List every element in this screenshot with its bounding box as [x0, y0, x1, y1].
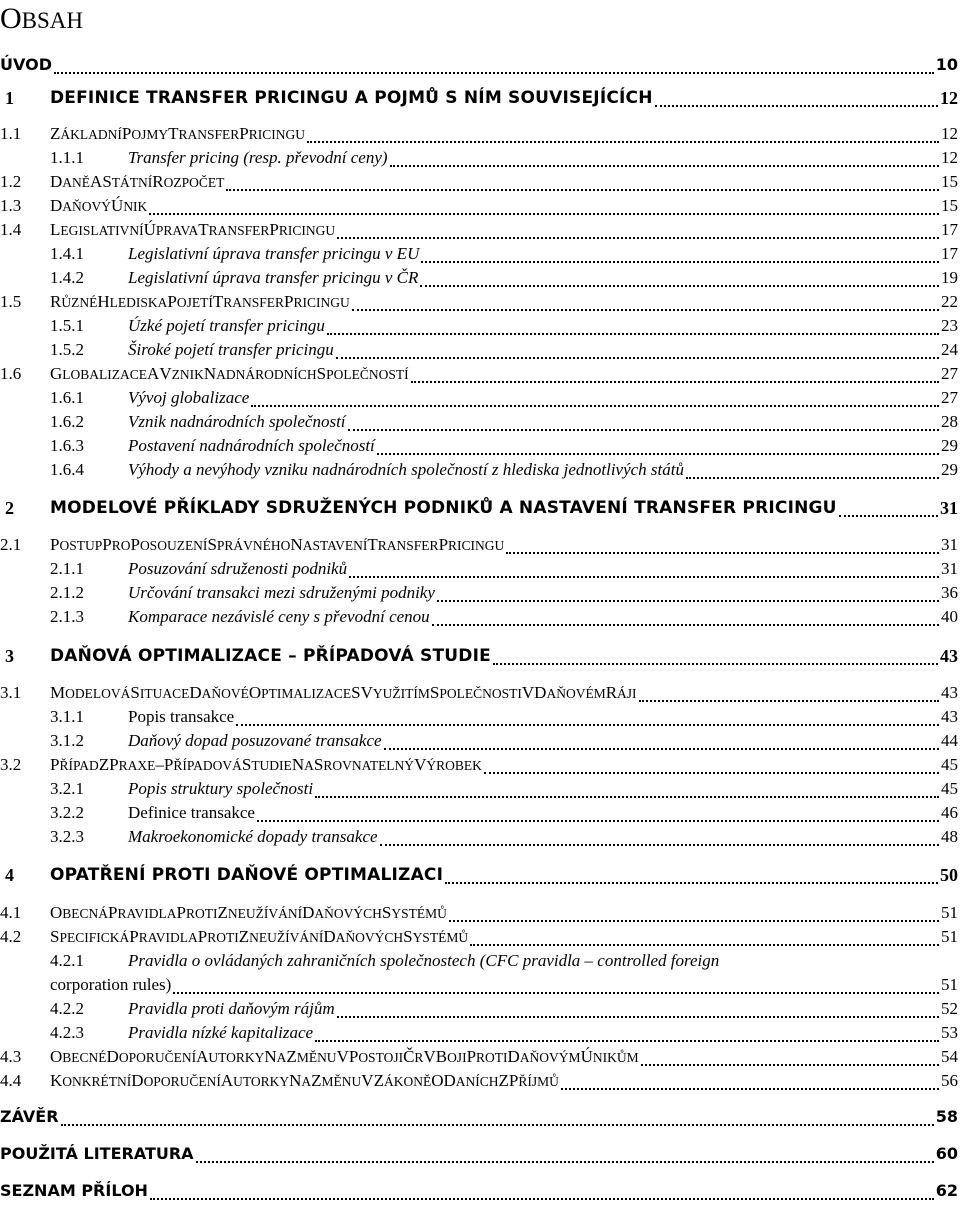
toc-entry-number: 3.1.2 — [50, 731, 84, 750]
toc-entry-number: 1.5.1 — [50, 316, 84, 335]
toc-entry-number: 1.4.2 — [50, 268, 84, 287]
toc-dot-leader — [251, 405, 939, 407]
toc-entry-page: 56 — [941, 1071, 958, 1090]
toc-entry-page: 31 — [941, 535, 958, 554]
toc-entry-number: 3.1 — [0, 683, 22, 702]
toc-entry[interactable] — [0, 646, 960, 670]
toc-entry[interactable] — [0, 1023, 960, 1047]
toc-entry-number: 1.3 — [0, 196, 22, 215]
toc-entry-number: 2.1.1 — [50, 559, 84, 578]
toc-entry-page: 17 — [941, 220, 958, 239]
toc-entry-page: 40 — [941, 607, 958, 626]
toc-entry[interactable] — [0, 388, 960, 412]
toc-dot-leader — [349, 576, 939, 578]
toc-entry-label: ÚVOD — [0, 55, 52, 74]
toc-entry-page: 43 — [941, 707, 958, 726]
toc-entry-label: Popis struktury společnosti — [128, 779, 314, 798]
toc-entry-number: 1.6.3 — [50, 436, 84, 455]
toc-entry[interactable] — [0, 683, 960, 707]
toc-entry-label: Výhody a nevýhody vzniku nadnárodních společností z hlediska jednotlivých států — [128, 460, 684, 479]
toc-entry-number: 2.1.3 — [50, 607, 84, 626]
toc-entry[interactable] — [0, 927, 960, 951]
toc-entry-page: 50 — [940, 865, 958, 885]
toc-dot-leader — [149, 213, 939, 215]
toc-entry-page: 52 — [941, 999, 958, 1018]
toc-dot-leader — [150, 1198, 934, 1200]
toc-entry[interactable] — [0, 1047, 960, 1071]
toc-entry-label: Vývoj globalizace — [128, 388, 250, 407]
toc-entry[interactable] — [0, 1107, 960, 1131]
toc-entry-page: 43 — [940, 646, 958, 666]
toc-entry-label: M ODELOVÁ S ITUACE D AŇOVÉ O PTIMALIZACE S V YUŽITÍM S POLEČNOSTI V D AŇOVÉM R ÁJI — [50, 683, 637, 702]
toc-entry-number: 1.1 — [0, 124, 22, 143]
toc-entry-page: 19 — [941, 268, 958, 287]
toc-entry-label: Legislativní úprava transfer pricingu v ČR — [128, 268, 419, 287]
toc-entry[interactable] — [0, 55, 960, 79]
toc-entry-label: Daňový dopad posuzované transakce — [128, 731, 382, 750]
toc-entry[interactable] — [0, 1181, 960, 1205]
toc-dot-leader — [327, 333, 939, 335]
toc-entry-page: 22 — [941, 292, 958, 311]
toc-entry[interactable] — [0, 364, 960, 388]
toc-entry[interactable] — [0, 559, 960, 583]
toc-entry-label: DAŇOVÁ OPTIMALIZACE – PŘÍPADOVÁ STUDIE — [50, 646, 491, 666]
toc-entry-label: Popis transakce — [128, 707, 235, 726]
toc-entry-page: 48 — [941, 827, 958, 846]
toc-dot-leader — [449, 920, 939, 922]
toc-entry-label: O BECNÉ D OPORUČENÍ A UTORKY N A Z MĚNU V P OSTOJI Č R V B OJI P ROTI D AŇOVÝM Ú NIKŮM — [50, 1047, 639, 1066]
toc-entry-number: 3.1.1 — [50, 707, 84, 726]
toc-entry-label: D ANĚ A S TÁTNÍ R OZPOČET — [50, 172, 225, 191]
toc-entry-number: 3 — [5, 646, 14, 666]
toc-entry-label: S PECIFICKÁ P RAVIDLA P ROTI Z NEUŽÍVÁNÍ D AŇOVÝCH S YSTÉMŮ — [50, 927, 469, 946]
toc-entry[interactable] — [0, 731, 960, 755]
toc-entry-number: 4.2.1 — [50, 951, 84, 970]
toc-entry-page: 60 — [935, 1144, 958, 1163]
toc-dot-leader — [173, 992, 939, 994]
toc-dot-leader — [437, 600, 939, 602]
toc-entry[interactable] — [0, 1071, 960, 1095]
toc-entry-label: Pravidla nízké kapitalizace — [128, 1023, 314, 1042]
toc-dot-leader — [61, 1124, 934, 1126]
toc-entry-page: 58 — [935, 1107, 958, 1126]
toc-dot-leader — [421, 261, 939, 263]
toc-dot-leader — [493, 663, 938, 665]
toc-entry-label: OPATŘENÍ PROTI DAŇOVÉ OPTIMALIZACI — [50, 865, 444, 885]
toc-entry[interactable] — [0, 172, 960, 196]
toc-entry[interactable] — [0, 999, 960, 1023]
toc-dot-leader — [390, 165, 939, 167]
toc-dot-leader — [384, 748, 939, 750]
toc-entry-label-continued: corporation rules) — [50, 975, 172, 994]
toc-entry-label: DEFINICE TRANSFER PRICINGU A POJMŮ S NÍM SOUVISEJÍCÍCH — [50, 88, 653, 108]
toc-dot-leader — [336, 357, 939, 359]
toc-entry[interactable] — [0, 292, 960, 316]
toc-entry[interactable] — [0, 436, 960, 460]
toc-dot-leader — [420, 285, 939, 287]
toc-dot-leader — [506, 552, 939, 554]
toc-entry[interactable] — [0, 779, 960, 803]
toc-entry-label: R ŮZNÉ H LEDISKA P OJETÍ T RANSFER P RICINGU — [50, 292, 350, 311]
toc-entry-page: 17 — [941, 244, 958, 263]
toc-entry[interactable] — [0, 460, 960, 484]
toc-entry-number: 3.2.1 — [50, 779, 84, 798]
toc-entry-page: 24 — [941, 340, 958, 359]
toc-dot-leader — [337, 237, 939, 239]
toc-entry-label: Posuzování sdruženosti podniků — [128, 559, 348, 578]
toc-entry[interactable] — [0, 220, 960, 244]
toc-dot-leader — [315, 796, 939, 798]
toc-entry-label: Transfer pricing (resp. převodní ceny) — [128, 148, 388, 167]
toc-entry-page: 12 — [941, 124, 958, 143]
toc-entry-number: 1.4.1 — [50, 244, 84, 263]
toc-entry[interactable] — [0, 865, 960, 889]
toc-entry-label: Vznik nadnárodních společností — [128, 412, 346, 431]
toc-entry-page: 12 — [941, 148, 958, 167]
toc-entry-page: 23 — [941, 316, 958, 335]
toc-entry-label: Široké pojetí transfer pricingu — [128, 340, 334, 359]
toc-entry-page: 45 — [941, 755, 958, 774]
toc-entry-label: Úzké pojetí transfer pricingu — [128, 316, 325, 335]
toc-entry-label: Pravidla proti daňovým rájům — [128, 999, 335, 1018]
toc-dot-leader — [561, 1088, 939, 1090]
toc-entry[interactable] — [0, 707, 960, 731]
toc-entry-number: 4.2.2 — [50, 999, 84, 1018]
toc-entry-number: 1.1.1 — [50, 148, 84, 167]
toc-entry[interactable] — [0, 244, 960, 268]
toc-entry-label: D AŇOVÝ Ú NIK — [50, 196, 148, 215]
toc-dot-leader — [445, 882, 938, 884]
toc-entry[interactable] — [0, 1144, 960, 1168]
toc-entry-label: P OSTUP P RO P OSOUZENÍ S PRÁVNÉHO N ASTAVENÍ T RANSFER P RICINGU — [50, 535, 505, 554]
toc-entry-label: Legislativní úprava transfer pricingu v EU — [128, 244, 420, 263]
toc-dot-leader — [315, 1040, 939, 1042]
toc-entry-page: 15 — [941, 196, 958, 215]
toc-entry-page: 44 — [941, 731, 958, 750]
toc-entry[interactable] — [0, 316, 960, 340]
toc-entry-number: 3.2.3 — [50, 827, 84, 846]
toc-entry-number: 1.2 — [0, 172, 22, 191]
toc-entry-number: 3.2 — [0, 755, 22, 774]
toc-entry-number: 4.4 — [0, 1071, 22, 1090]
toc-entry-number: 1.6 — [0, 364, 22, 383]
toc-title — [0, 2, 83, 38]
toc-entry-label: ZÁVĚR — [0, 1107, 59, 1126]
toc-entry-number: 4.3 — [0, 1047, 22, 1066]
toc-dot-leader — [470, 944, 939, 946]
toc-entry[interactable] — [0, 827, 960, 851]
toc-dot-leader — [377, 453, 939, 455]
toc-entry-number: 4.2 — [0, 927, 22, 946]
toc-entry-page: 27 — [941, 364, 958, 383]
toc-entry-number: 4.2.3 — [50, 1023, 84, 1042]
toc-entry-label: MODELOVÉ PŘÍKLADY SDRUŽENÝCH PODNIKŮ A NASTAVENÍ TRANSFER PRICINGU — [50, 498, 837, 518]
toc-dot-leader — [196, 1161, 934, 1163]
toc-entry-label: Určování transakci mezi sdruženými podniky — [128, 583, 435, 602]
toc-entry-page: 36 — [941, 583, 958, 602]
toc-dot-leader — [337, 1016, 939, 1018]
toc-entry-page: 28 — [941, 412, 958, 431]
toc-dot-leader — [54, 72, 934, 74]
toc-dot-leader — [307, 141, 939, 143]
toc-dot-leader — [236, 724, 939, 726]
toc-entry-label: SEZNAM PŘÍLOH — [0, 1181, 148, 1200]
toc-entry[interactable] — [0, 124, 960, 148]
toc-entry-number: 1.5.2 — [50, 340, 84, 359]
toc-entry[interactable] — [0, 196, 960, 220]
toc-entry-page: 29 — [941, 436, 958, 455]
toc-entry[interactable] — [0, 148, 960, 172]
toc-title-rest: BSAH — [21, 8, 84, 33]
toc-entry-page: 62 — [935, 1181, 958, 1200]
toc-entry-label: L EGISLATIVNÍ Ú PRAVA T RANSFER P RICINGU — [50, 220, 336, 239]
toc-entry-page: 54 — [941, 1047, 958, 1066]
toc-dot-leader — [655, 105, 938, 107]
toc-dot-leader — [639, 700, 939, 702]
toc-dot-leader — [380, 844, 939, 846]
toc-entry[interactable] — [0, 607, 960, 631]
toc-entry[interactable] — [0, 268, 960, 292]
toc-entry[interactable] — [0, 412, 960, 436]
toc-entry-page: 27 — [941, 388, 958, 407]
toc-entry-page: 46 — [941, 803, 958, 822]
toc-entry-page: 51 — [941, 975, 958, 994]
toc-entry-label: POUŽITÁ LITERATURA — [0, 1144, 194, 1163]
toc-entry[interactable] — [0, 903, 960, 927]
toc-entry[interactable] — [0, 498, 960, 522]
toc-entry-page: 43 — [941, 683, 958, 702]
toc-entry-page: 31 — [941, 559, 958, 578]
toc-entry-label: Makroekonomické dopady transakce — [128, 827, 378, 846]
toc-entry-number: 1.6.4 — [50, 460, 84, 479]
toc-entry-page: 12 — [940, 88, 958, 108]
toc-entry-number: 4.1 — [0, 903, 22, 922]
toc-entry-number: 1.4 — [0, 220, 22, 239]
toc-dot-leader — [686, 477, 939, 479]
toc-entry-page: 10 — [935, 55, 958, 74]
toc-entry[interactable] — [0, 951, 960, 999]
toc-entry[interactable] — [0, 535, 960, 559]
toc-entry-page: 51 — [941, 903, 958, 922]
toc-entry-label: Pravidla o ovládaných zahraničních společnostech (CFC pravidla – controlled foreign — [128, 951, 720, 970]
toc-entry-label: Postavení nadnárodních společností — [128, 436, 375, 455]
toc-entry-page: 29 — [941, 460, 958, 479]
toc-entry-page: 15 — [941, 172, 958, 191]
toc-entry-label: P ŘÍPAD Z P RAXE – P ŘÍPADOVÁ S TUDIE N A S ROVNATELNÝ V ÝROBEK — [50, 755, 482, 774]
toc-entry-page: 45 — [941, 779, 958, 798]
toc-entry-label: K ONKRÉTNÍ D OPORUČENÍ A UTORKY N A Z MĚNU V Z ÁKONĚ O D ANÍCH Z P ŘÍJMŮ — [50, 1071, 559, 1090]
toc-entry-label: Komparace nezávislé ceny s převodní cenou — [128, 607, 430, 626]
toc-dot-leader — [411, 381, 939, 383]
toc-dot-leader — [257, 820, 939, 822]
toc-entry-number: 3.2.2 — [50, 803, 84, 822]
toc-dot-leader — [352, 309, 939, 311]
toc-entry-page: 53 — [941, 1023, 958, 1042]
toc-entry-number: 4 — [5, 865, 14, 885]
toc-entry-number: 1 — [5, 88, 14, 108]
toc-dot-leader — [641, 1064, 939, 1066]
toc-dot-leader — [226, 189, 939, 191]
toc-entry-label: Z ÁKLADNÍ P OJMY T RANSFER P RICINGU — [50, 124, 306, 143]
toc-dot-leader — [484, 772, 939, 774]
toc-entry-label: O BECNÁ P RAVIDLA P ROTI Z NEUŽÍVÁNÍ D AŇOVÝCH S YSTÉMŮ — [50, 903, 447, 922]
toc-entry[interactable] — [0, 755, 960, 779]
toc-entry-label: Definice transakce — [128, 803, 255, 822]
toc-entry[interactable] — [0, 88, 960, 112]
toc-title-initial: O — [0, 2, 22, 35]
toc-entry-page: 31 — [940, 498, 958, 518]
toc-entry-label: G LOBALIZACE A V ZNIK N ADNÁRODNÍCH S POLEČNOSTÍ — [50, 364, 409, 383]
toc-entry-number: 1.6.1 — [50, 388, 84, 407]
toc-entry-number: 2.1 — [0, 535, 22, 554]
toc-dot-leader — [348, 429, 939, 431]
toc-entry-page: 51 — [941, 927, 958, 946]
toc-entry[interactable] — [0, 340, 960, 364]
toc-dot-leader — [432, 624, 939, 626]
toc-dot-leader — [839, 515, 938, 517]
toc-entry-number: 2.1.2 — [50, 583, 84, 602]
toc-entry-number: 1.6.2 — [50, 412, 84, 431]
toc-entry[interactable] — [0, 583, 960, 607]
toc-entry-number: 2 — [5, 498, 14, 518]
toc-entry[interactable] — [0, 803, 960, 827]
toc-entry-number: 1.5 — [0, 292, 22, 311]
